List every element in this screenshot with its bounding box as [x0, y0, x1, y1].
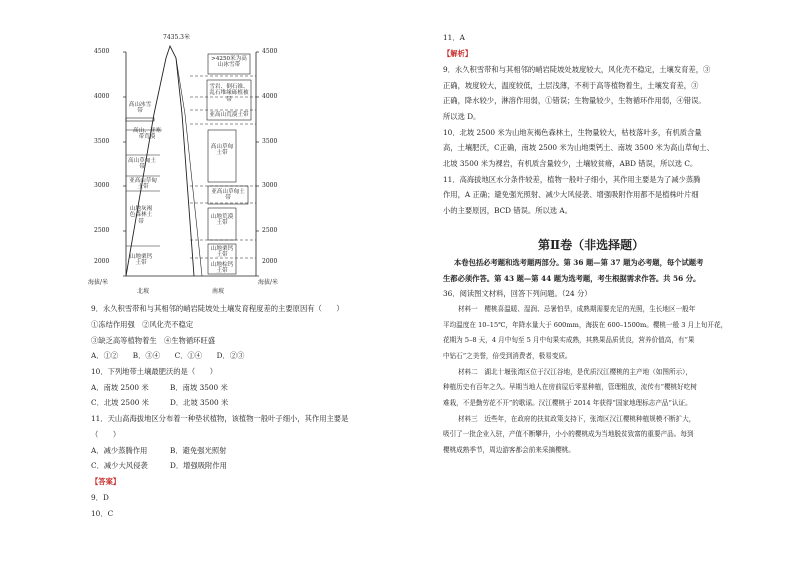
- answer-label: 【答案】: [91, 477, 121, 486]
- question-11-option-b: B．避免强光照射: [170, 446, 227, 455]
- north-zone-desert: 高山、亚寒带荒漠: [133, 128, 161, 141]
- tick-4500-right: 4500: [262, 48, 278, 55]
- material-1-line4: 中钻石”之美誉，倍受到消费者，极易变质。: [443, 352, 572, 360]
- question-10: 10．下列地带土壤最肥沃的是（ ）: [91, 367, 218, 376]
- question-10-option-d: D．北坡 3500 米: [170, 398, 229, 407]
- north-zone-chestnut: 山地栗钙土带: [129, 254, 153, 267]
- tick-2000: 2000: [94, 258, 110, 265]
- north-zone-meadow: 高山草甸土带: [128, 158, 156, 171]
- section-title: 第Ⅱ卷（非选择题）: [538, 238, 645, 252]
- question-9-options-2: ③缺乏高等植物着生 ④生物循环旺盛: [91, 336, 216, 345]
- south-slope-label: 南坡: [212, 288, 225, 295]
- analysis-10-line3: 北坡 3500 米为裸岩，有机质含量较少，土壤较贫瘠，ABD 错误，所以选 C。: [443, 159, 698, 168]
- analysis-9-line1: 9．永久积雪带和与其相邻的峭岩陡坡处坡度较大，风化壳不稳定，土壤发育差，③: [443, 65, 711, 74]
- tick-3000-right: 3000: [262, 182, 278, 189]
- south-zone-dividers: [190, 76, 256, 258]
- question-9-choices: A．①② B．③④ C．①④ D．②③: [91, 351, 245, 360]
- tick-3500-right: 3500: [262, 138, 278, 145]
- south-zone-desert-soil: 山地荒漠土带: [210, 214, 234, 227]
- material-2-line1: 材料二 湖北十堰张湾区位于汉江谷地，是优质汉江樱桃的主产地（如图所示），: [458, 368, 693, 376]
- analysis-10-line2: 高，土壤肥沃，C正确，南坡 2500 米为山地栗钙土、南坡 3500 米为高山草甸土、: [443, 143, 714, 152]
- south-zone-subalpine: 亚高山草甸土带: [211, 189, 245, 202]
- altitude-soil-figure: [82, 18, 382, 300]
- question-10-option-c: C．北坡 2500 米: [91, 398, 149, 407]
- question-36: 36．阅读图文材料，回答下列问题。（24 分）: [443, 289, 592, 298]
- analysis-9-line4: 所以选 D。: [443, 112, 481, 121]
- question-10-option-a: A．南坡 2500 米: [91, 383, 149, 392]
- analysis-10-line1: 10．北坡 2500 米为山地灰褐色森林土，生物量较大，枯枝落叶多，有机质含量: [443, 128, 702, 137]
- answer-10: 10．C: [91, 509, 114, 518]
- tick-4000: 4000: [94, 93, 110, 100]
- material-3-line1: 材料三 近些年，在政府的扶贫政策支持下，张湾区汉江樱桃种植规模不断扩大，: [458, 415, 696, 423]
- north-zone-forest: 山地灰褐色森林土带: [129, 206, 153, 225]
- right-ticks: [256, 52, 259, 276]
- section-intro-line2: 生都必须作答。第 43 题—第 44 题为选考题，考生根据需求作答。共 56 分。: [443, 274, 701, 283]
- north-zone-subalpine: 亚高山草甸土带: [129, 178, 157, 191]
- axis-label-left: 海拔/米: [88, 279, 109, 286]
- material-1-line2: 平均温度在 10–15℃，年降水量大于 600mm，海拔在 600–1500m。樱桃一般 3 月上旬开花，: [443, 321, 728, 329]
- tick-2000-right: 2000: [262, 258, 278, 265]
- tick-3000: 3000: [94, 182, 110, 189]
- question-10-option-b: B．南坡 3500 米: [170, 383, 228, 392]
- material-2-line2: 种植历史有百年之久。早期当地人在房前屋后零星种植，管理粗放，流传有“樱桃好吃树: [443, 383, 697, 391]
- south-zone-brown-calcic: 山地棕钙土带: [210, 262, 234, 275]
- analysis-label: 【解析】: [443, 49, 473, 58]
- analysis-11-line1: 11．高海拔地区水分条件较差，植物一般叶子细小，其作用主要是为了减少蒸腾: [443, 175, 701, 184]
- peak-elevation-label: 7435.3米: [163, 34, 190, 41]
- north-zone-ice: 高山冰雪带: [128, 102, 152, 115]
- south-zone-rock: 雪岩、倒石锥、乱石堆缘砾植被带: [209, 84, 249, 103]
- tick-3500: 3500: [94, 138, 110, 145]
- material-3-line2: 吸引了一批企业入驻，产值不断攀升，小小的樱桃成为当地脱贫致富的重要产品。每到: [443, 430, 694, 438]
- south-zone-alpine-desert: 亚高山荒漠土带: [209, 112, 249, 118]
- material-3-line3: 樱桃成熟季节，周边游客都会前来采摘樱桃。: [443, 446, 575, 454]
- material-2-line3: 难栽，不是勤劳花不开”的歌谣。汉江樱桃于 2014 年获得“国家地理标志产品”认证。: [443, 399, 692, 407]
- question-11-option-d: D．增强吸附作用: [170, 461, 227, 470]
- tick-2500: 2500: [94, 227, 110, 234]
- section-intro-line1: 本卷包括必考题和选考题两部分。第 36 题—第 37 题为必考题，每个试题考: [454, 258, 704, 267]
- material-1-line3: 花期为 5–8 天，4 月中旬至 5 月中旬果实成熟，其熟果品质优良，营养价值高，有“果: [443, 336, 695, 344]
- answer-9: 9．D: [91, 493, 109, 502]
- answer-11: 11．A: [443, 33, 465, 42]
- analysis-11-line3: 小的主要原因，BCD 错误。所以选 A。: [443, 206, 572, 215]
- tick-4500: 4500: [94, 48, 110, 55]
- question-11-paren: （ ）: [91, 430, 121, 439]
- north-slope-label: 北坡: [137, 288, 150, 295]
- axis-label-right: 海拔/米: [258, 279, 279, 286]
- south-zone-ice: >4250米为高山冰雪带: [211, 56, 247, 69]
- south-zone-meadow: 高山草甸土带: [210, 144, 234, 157]
- question-9: 9．永久积雪带和与其相邻的峭岩陡坡处土壤发育程度差的主要原因有（ ）: [91, 304, 344, 313]
- south-zone-chestnut: 山地栗钙土带: [210, 246, 234, 259]
- tick-2500-right: 2500: [262, 227, 278, 234]
- analysis-11-line2: 作用，A 正确；避免强光照射、减少大风侵袭、增强吸附作用都不是植株叶片细: [443, 190, 699, 199]
- material-1-line1: 材料一 樱桃喜温暖、湿润、忌暑怕旱，成熟期需要充足的光照，生长地区一般年: [458, 305, 696, 313]
- question-9-options-1: ①冻结作用强 ②风化壳不稳定: [91, 320, 194, 329]
- left-ticks: [123, 52, 126, 276]
- analysis-9-line3: 正确，降水较少，淋溶作用弱，①错误；生物量较少，生物循环作用弱，④错误。: [443, 96, 706, 105]
- question-11-option-c: C．减少大风侵袭: [91, 461, 148, 470]
- question-11: 11．天山高海拔地区分布着一种垫状植物，该植物一般叶子细小，其作用主要是: [91, 414, 349, 423]
- question-11-option-a: A．减少蒸腾作用: [91, 446, 148, 455]
- tick-4000-right: 4000: [262, 93, 278, 100]
- analysis-9-line2: 正确，坡度较大，温度较低，土层浅薄，不利于高等植物着生，土壤发育差，③: [443, 81, 699, 90]
